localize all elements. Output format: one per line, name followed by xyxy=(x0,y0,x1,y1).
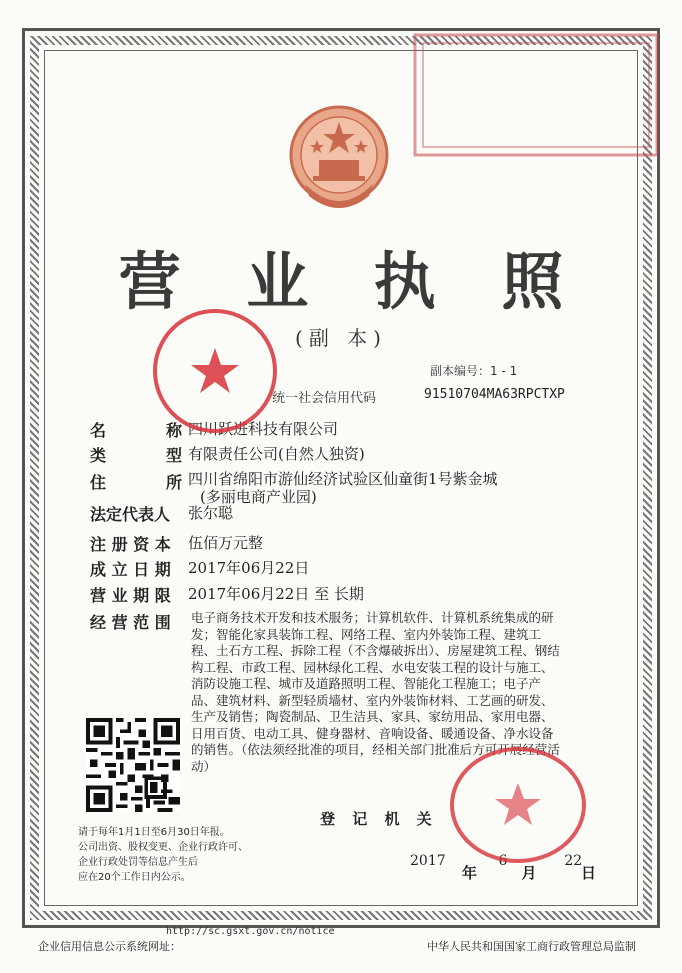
registration-authority-label: 登 记 机 关 xyxy=(320,810,438,828)
copy-number: 副本编号：1 - 1 xyxy=(430,364,518,378)
issue-day: 22 xyxy=(564,853,583,869)
footer-issuer: 中华人民共和国国家工商行政管理总局监制 xyxy=(427,940,636,953)
address-label: 住 所 xyxy=(90,473,182,492)
qr-code-icon xyxy=(86,718,180,812)
page-subtitle: (副 本) xyxy=(295,326,387,350)
company-seal-icon xyxy=(150,306,280,436)
name-label: 名 称 xyxy=(90,421,182,440)
qr-notice-line: 应在20个工作日内公示。 xyxy=(78,872,191,883)
qr-notice-line: 企业行政处罚等信息产生后 xyxy=(78,857,198,868)
scope-label: 经 营 范 围 xyxy=(90,613,171,632)
year-label: 年 xyxy=(462,864,478,882)
issue-month: 6 xyxy=(498,853,508,869)
founded-label: 成 立 日 期 xyxy=(90,560,171,579)
capital-value: 伍佰万元整 xyxy=(188,534,264,552)
issue-date-labels xyxy=(462,862,596,883)
qr-notice-line: 公司出资、股权变更、企业行政许可、 xyxy=(78,842,248,853)
address-value-line2: (多丽电商产业园) xyxy=(200,488,317,506)
capital-label: 注 册 资 本 xyxy=(90,535,171,554)
issue-year: 2017 xyxy=(410,853,446,869)
term-value: 2017年06月22日 至 长期 xyxy=(188,585,364,603)
rep-label: 法定代表人 xyxy=(90,505,171,524)
founded-value: 2017年06月22日 xyxy=(188,559,310,577)
day-label: 日 xyxy=(580,864,596,882)
authority-seal-icon xyxy=(448,745,588,865)
type-label: 类 型 xyxy=(90,446,182,465)
rep-value: 张尔聪 xyxy=(188,504,234,522)
credit-code-value: 91510704MA63RPCTXP xyxy=(424,387,565,402)
type-value: 有限责任公司(自然人独资) xyxy=(188,445,365,463)
national-emblem-icon xyxy=(283,100,395,220)
footer-url: http://sc.gsxt.gov.cn/notice xyxy=(166,926,335,937)
scope-value: 电子商务技术开发和技术服务；计算机软件、计算机系统集成的研发；智能化家具装饰工程、网络工程、室内外装饰工程、建筑工程、土石方工程、拆除工程（不含爆破拆出）、房屋建筑工程、钢结构工程、市政工程、园林绿化工程、水电安装工程的设计与施工、消防设施工程、城市及道路照明工程、智能化工程施工；电子产品、建筑材料、新型轻质墙材、室内外装饰材料、工艺画的研发、生产及销售；陶瓷制品、卫生洁具、家具、家纺用品、家用电器、日用百货、电动工具、健身器材、音响设备、暖通设备、净水设备的销售。（依法须经批准的项目，经相关部门批准后方可开展经营活动） xyxy=(191,610,560,774)
footer-system-label: 企业信用信息公示系统网址： xyxy=(38,940,181,953)
credit-code-label: 统一社会信用代码 xyxy=(272,391,377,406)
date-stamp-icon xyxy=(412,32,660,158)
qr-notice-line: 请于每年1月1日至6月30日年报。 xyxy=(78,827,230,838)
month-label: 月 xyxy=(521,864,537,882)
term-label: 营 业 期 限 xyxy=(90,586,171,605)
qr-notice xyxy=(78,825,248,885)
name-value: 四川跃进科技有限公司 xyxy=(188,420,339,438)
page-title: 营 业 执 照 xyxy=(118,245,586,318)
address-value-line1: 四川省绵阳市游仙经济试验区仙童街1号紫金城 xyxy=(188,470,498,488)
